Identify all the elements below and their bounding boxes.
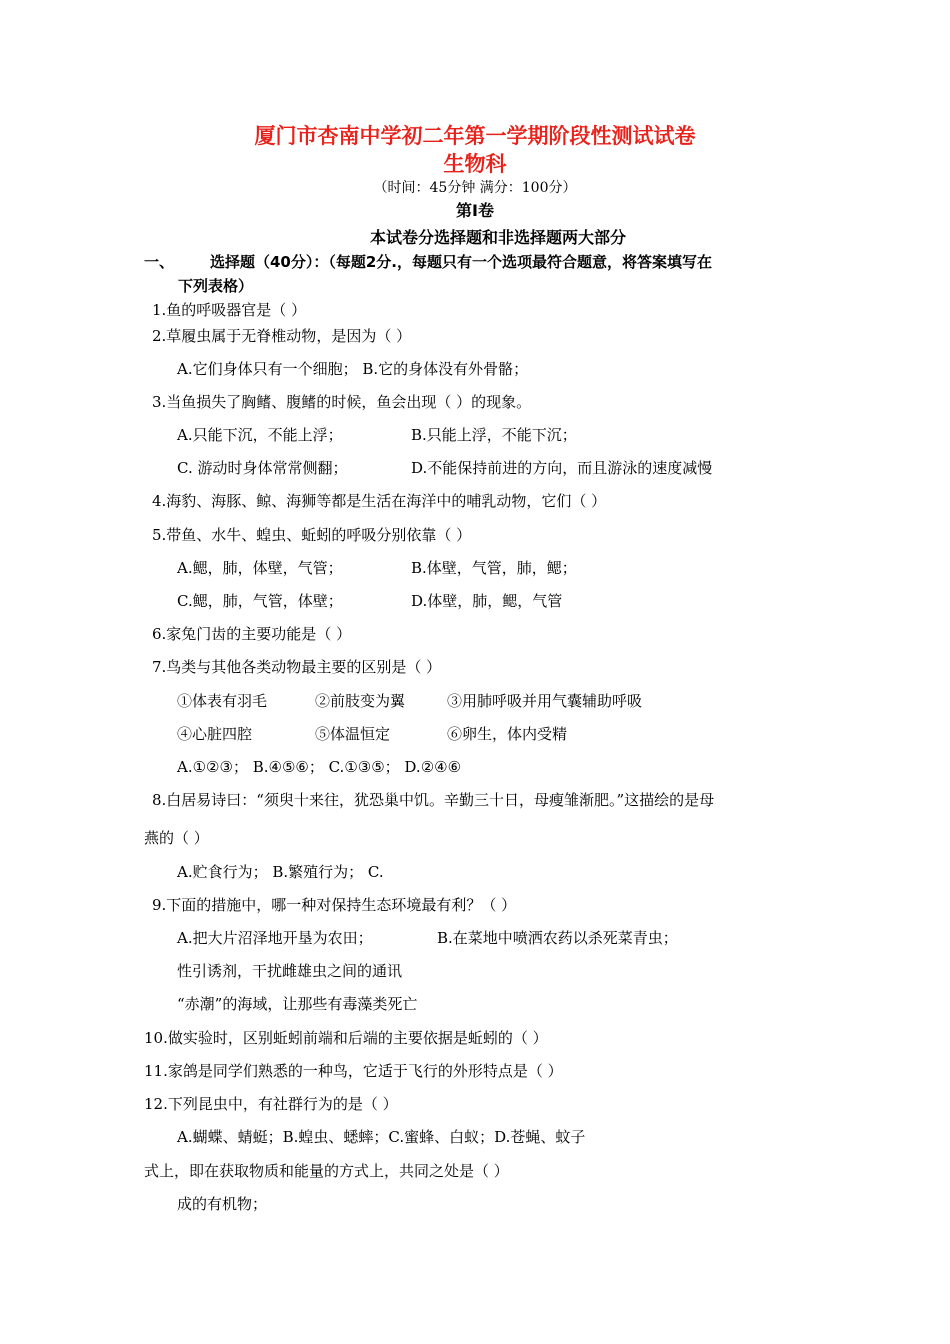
question-12-options: A.蝴蝶、蜻蜓；B.蝗虫、蟋蟀；C.蜜蜂、白蚁；D.苍蝇、蚊子 — [177, 1128, 586, 1146]
question-9-option-a: A.把大片沼泽地开垦为农田； — [177, 929, 373, 947]
question-9: 9.下面的措施中，哪一种对保持生态环境最有利？（ ） — [152, 896, 517, 914]
exam-title: 厦门市杏南中学初二年第一学期阶段性测试试卷 — [254, 124, 696, 148]
question-3: 3.当鱼损失了胸鳍、腹鳍的时候，鱼会出现（ ）的现象。 — [152, 393, 532, 411]
question-9-option-c: 性引诱剂，干扰雌雄虫之间的通讯 — [177, 962, 403, 980]
section-title: 选择题（40分）：（每题2分.，每题只有一个选项最符合题意，将答案填写在 — [210, 253, 713, 271]
section-title-cont: 下列表格） — [178, 277, 254, 295]
question-2: 2.草履虫属于无脊椎动物，是因为（ ） — [152, 327, 412, 345]
question-3-option-c: C. 游动时身体常常侧翻； — [177, 459, 348, 477]
question-1: 1.鱼的呼吸器官是（ ） — [152, 301, 307, 319]
question-5-option-a: A.鳃，肺，体壁，气管； — [177, 559, 343, 577]
question-7-item-1: ①体表有羽毛 — [177, 692, 268, 710]
question-3-option-b: B.只能上浮，不能下沉； — [411, 426, 577, 444]
question-5-option-d: D.体壁，肺，鳃，气管 — [411, 592, 563, 610]
question-12: 12.下列昆虫中，有社群行为的是（ ） — [144, 1095, 398, 1113]
question-8-options: A.贮食行为； B.繁殖行为； C. — [177, 863, 384, 881]
question-7-item-6: ⑥卵生，体内受精 — [447, 725, 568, 743]
exam-subject: 生物科 — [443, 152, 507, 176]
exam-intro: 本试卷分选择题和非选择题两大部分 — [370, 228, 627, 247]
question-4: 4.海豹、海豚、鲸、海狮等都是生活在海洋中的哺乳动物，它们（ ） — [152, 492, 607, 510]
question-11: 11.家鸽是同学们熟悉的一种鸟，它适于飞行的外形特点是（ ） — [144, 1062, 563, 1080]
question-7-item-4: ④心脏四腔 — [177, 725, 253, 743]
question-7-options: A.①②③； B.④⑤⑥； C.①③⑤； D.②④⑥ — [177, 758, 462, 776]
question-13-fragment: 式上，即在获取物质和能量的方式上，共同之处是（ ） — [144, 1162, 509, 1180]
question-6: 6.家兔门齿的主要功能是（ ） — [152, 625, 352, 643]
question-2-options: A.它们身体只有一个细胞； B.它的身体没有外骨骼； — [177, 360, 529, 378]
question-8-cont: 燕的（ ） — [144, 829, 209, 847]
volume-heading: 第Ⅰ卷 — [456, 201, 494, 220]
question-8: 8.白居易诗曰：“须臾十来往，犹恐巢中饥。辛勤三十日，母瘦雏渐肥。”这描绘的是母 — [152, 791, 715, 809]
exam-time-score: （时间：45分钟 满分：100分） — [373, 180, 577, 196]
question-7-item-3: ③用肺呼吸并用气囊辅助呼吸 — [447, 692, 643, 710]
question-9-option-d: “赤潮”的海域，让那些有毒藻类死亡 — [177, 995, 418, 1013]
question-7-item-2: ②前肢变为翼 — [315, 692, 406, 710]
question-10: 10.做实验时，区别蚯蚓前端和后端的主要依据是蚯蚓的（ ） — [144, 1029, 548, 1047]
section-number: 一、 — [144, 253, 175, 271]
question-3-option-a: A.只能下沉，不能上浮； — [177, 426, 343, 444]
question-9-option-b: B.在菜地中喷洒农药以杀死菜青虫； — [437, 929, 678, 947]
question-5-option-c: C.鳃，肺，气管，体壁； — [177, 592, 343, 610]
question-7: 7.鸟类与其他各类动物最主要的区别是（ ） — [152, 658, 442, 676]
question-7-item-5: ⑤体温恒定 — [315, 725, 391, 743]
question-5-option-b: B.体壁，气管，肺，鳃； — [411, 559, 577, 577]
question-3-option-d: D.不能保持前进的方向，而且游泳的速度减慢 — [411, 459, 713, 477]
question-13-option-fragment: 成的有机物； — [177, 1195, 268, 1213]
question-5: 5.带鱼、水牛、蝗虫、蚯蚓的呼吸分别依靠（ ） — [152, 526, 472, 544]
